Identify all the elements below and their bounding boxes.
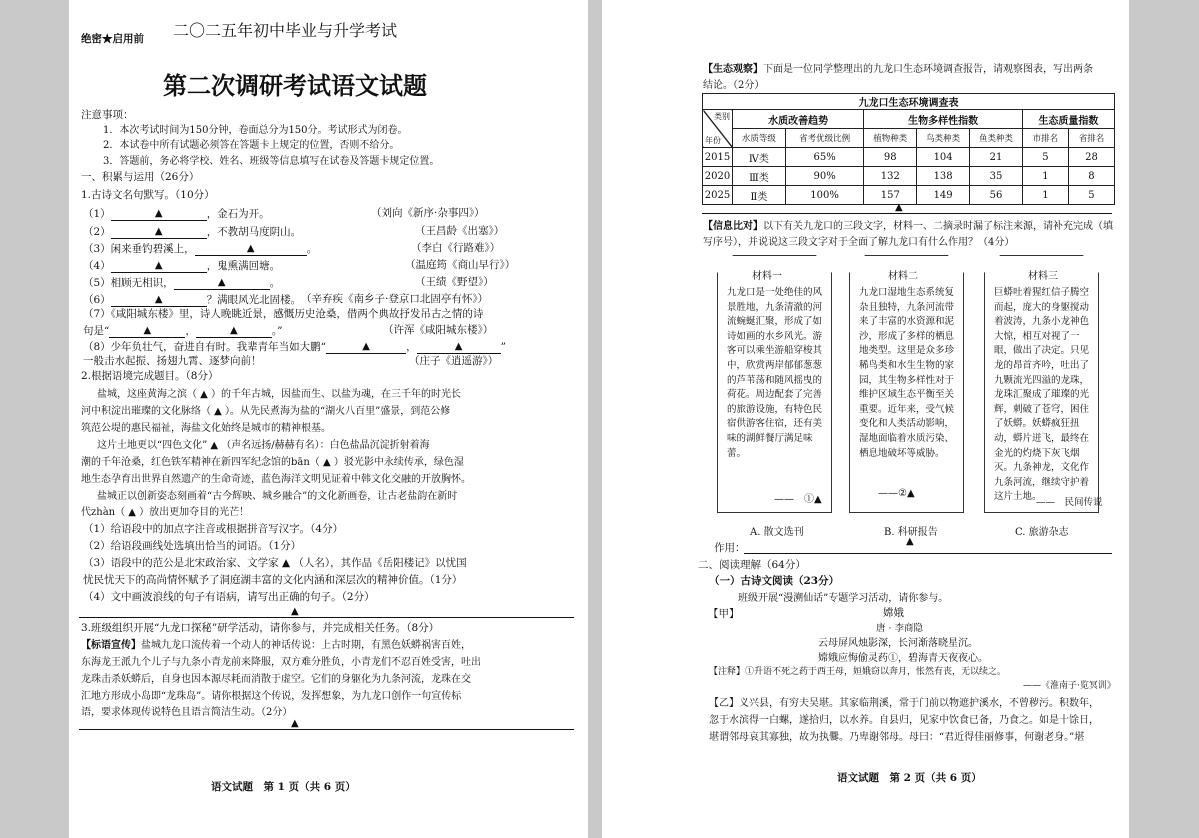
poem-line: 嫦娥应悔偷灵药①，碧海青天夜夜心。 xyxy=(818,653,988,664)
poem-source: （辛弃疾《南乡子·登京口北固亭有怀》） xyxy=(301,293,489,305)
exam-title-line1: 二〇二五年初中毕业与升学考试 xyxy=(173,21,398,40)
table-row: 2025 Ⅱ类 100% 157 149 56 1 5 xyxy=(703,186,1115,205)
passage-line: 【标语宣传】盐城九龙口流传着一个动人的神话传说：上古时期，有黑色妖蟒祸害百姓， xyxy=(81,640,471,651)
info-question-line: 写序号），并说说这三段文字对于全面了解九龙口有什么作用？（4分） xyxy=(703,237,1015,248)
material-source: —— 民间传说 xyxy=(1036,497,1103,508)
answer-line xyxy=(702,213,1112,214)
poem-source: （庄子《逍遥游》） xyxy=(409,355,499,367)
poem-source: （李白《行路难》） xyxy=(411,242,501,254)
section-heading: 一、积累与运用（26分） xyxy=(81,171,200,183)
answer-line xyxy=(79,617,574,618)
sub-question: （3）语段中的范公是北宋政治家、文学家 ▲ （人名），其作品《岳阳楼记》以忧国 xyxy=(83,557,467,569)
table-col-header: 省考优级比例 xyxy=(785,129,864,148)
poem-source: （温庭筠《商山早行》） xyxy=(405,259,516,271)
sub-question: （4）文中画波浪线的句子有语病，请写出正确的句子。（2分） xyxy=(83,591,375,603)
poem-line: （5）相顾无相识， ▲ 。 xyxy=(83,277,281,289)
passage-line: 河中积淀出璀璨的文化脉络（ ▲ ）。从先民煮海为盐的“湖火八百里”盛景，到范公修 xyxy=(81,406,451,417)
poem-source: （王昌龄《出塞》） xyxy=(415,225,505,237)
sub-section-heading: （一）古诗文阅读（23分） xyxy=(709,575,840,587)
passage-line: 龙珠击杀妖蟒后，自身也因本源尽耗而消散于虚空。它们的身躯化为九条河流，龙珠在交 xyxy=(81,674,471,685)
section-heading: 二、阅读理解（64分） xyxy=(698,559,806,571)
material-title: 材料一 xyxy=(752,271,782,282)
poem-title: 嫦娥 xyxy=(883,607,904,619)
poem-line: （6） ▲ ？满眼风光北固楼。 xyxy=(83,294,302,306)
poem-line: （4） ▲ ，鬼熏满回塘。 xyxy=(83,260,281,272)
material-body: 九龙口是一处绝佳的风景胜地，九条清澈的河流蜿蜒汇聚，形成了如诗如画的水乡风光。游客可以乘坐游船穿梭其中，欣赏两岸郁郁葱葱的芦苇荡和随风摇曳的荷花。周边配套了完善的旅游设施，有特色民宿供游客住宿，还有美味的湖鲜餐厅满足味蕾。 xyxy=(727,287,823,459)
answer-line xyxy=(79,729,574,730)
material-source: —— ①▲ xyxy=(774,494,822,505)
material-source: ——②▲ xyxy=(878,488,915,499)
notice-item: 1．本次考试时间为150分钟，卷面总分为150分。考试形式为闭卷。 xyxy=(103,125,408,136)
notice-item: 2．本试卷中所有试题必须答在答题卡上规定的位置，否则不给分。 xyxy=(103,140,400,151)
table-col-header: 鱼类种类 xyxy=(970,129,1023,148)
passage-line: 这片土地更以“四色文化” ▲ （声名远扬/赫赫有名）：白色盐晶沉淀折射着海 xyxy=(97,440,430,451)
poem-line-8: （8）少年负壮气，奋进自有时。我辈青年当如大鹏“ ▲ ， ▲ ” xyxy=(83,341,506,353)
poem-source: （王绩《野望》） xyxy=(415,276,494,288)
passage-line: 忽于水滨得一白螺，遂拾归，以水养。自县归，见家中饮食已备，乃食之。如是十馀日， xyxy=(709,715,1099,726)
exam-page-1 xyxy=(69,0,588,838)
question-2-title: 2.根据语境完成题目。（8分） xyxy=(81,370,219,382)
passage-line: 盐城正以创新姿态刻画着“古今辉映、城乡融合”的文化新画卷，让古老盐韵在新时 xyxy=(97,491,458,502)
part-jia-label: 【甲】 xyxy=(708,608,740,620)
notice-title: 注意事项： xyxy=(81,109,134,121)
material-body: 巨蟒吐着猩红信子腾空而起，庞大的身躯搅动着波涛，九条小龙神色大惊，相互对视了一眼，做出了决定。只见龙的昂首齐吟，吐出了九颗流光四溢的龙珠，龙珠汇聚成了璀璨的光辉，刺破了苍穹，困住了妖蟒。妖蟒疯狂扭动，蟒片迸飞，最终在金光的灼烧下灰飞烟灭。九条神龙，文化作九条河流，继续守护着这片土地。 xyxy=(994,287,1090,503)
table-col-header: 鸟类种类 xyxy=(917,129,970,148)
poem-line-7a: （7）《咸阳城东楼》里，诗人晚眺近景，感慨历史沧桑，借两个典故抒发吊古之情的诗 xyxy=(83,308,484,320)
eco-question-line: 【生态观察】下面是一位同学整理出的九龙口生态环境调查报告，请观察图表，写出两条 xyxy=(703,64,1093,75)
passage-line: 东海龙王派九个儿子与九条小青龙前来降服，双方难分胜负，小青龙们不忍百姓受害，吐出 xyxy=(81,657,481,668)
use-label: 作用： xyxy=(714,542,746,554)
sub-question: （1）给语段中的加点字注音或根据拼音写汉字。（4分） xyxy=(83,523,344,535)
table-col-header: 市排名 xyxy=(1022,129,1068,148)
notice-item: 3．答题前，务必将学校、姓名、班级等信息填写在试卷及答题卡规定位置。 xyxy=(103,156,440,167)
intro-text: 班级开展“漫溯仙话”专题学习活动，请你参与。 xyxy=(738,593,949,604)
material-title: 材料二 xyxy=(888,271,918,282)
answer-marker: ▲ xyxy=(895,202,903,213)
poem-source: （刘向《新序·杂事四》） xyxy=(371,207,485,219)
page-footer: 语文试题 第 1 页（共 6 页） xyxy=(211,781,356,793)
passage-line: 筑范公堤的惠民福祉，海盐文化始终是城市的精神根基。 xyxy=(81,423,331,434)
eco-survey-table xyxy=(702,93,1115,205)
answer-marker: ▲ xyxy=(906,536,914,547)
poem-line-7b: 句是“ ▲ ， ▲ 。” xyxy=(83,325,283,337)
table-caption: 九龙口生态环境调查表 xyxy=(703,94,1115,110)
table-group-header: 生物多样性指数 xyxy=(864,110,1023,129)
secret-label: 绝密★启用前 xyxy=(81,33,144,45)
sub-question: （2）给语段画线处选填出恰当的词语。（1分） xyxy=(83,540,302,552)
annotation-note: 【注释】①升语不死之药于西王母，姮娥窃以奔月，怅然有丧，无以续之。 xyxy=(709,667,1007,677)
poem-line: （1） ▲ ，金石为开。 xyxy=(83,208,270,220)
poem-line: （2） ▲ ，不教胡马度阴山。 xyxy=(83,226,302,238)
table-col-header: 水质等级 xyxy=(733,129,786,148)
material-body: 九龙口湿地生态系统复杂且独特，九条河流带来了丰富的水资源和泥沙，形成了多样的栖息地类型。这里是众多珍稀鸟类和水生生物的家园，其生物多样性对于维护区域生态平衡至关重要。近年来，受气候变化和人类活动影响，湿地面临着水质污染、栖息地破坏等威胁。 xyxy=(859,287,955,459)
poem-line-8-cont: 一般击水起振、扬翅九霄、逐梦向前！ xyxy=(83,355,262,367)
choice-option: B. 科研报告 xyxy=(884,527,938,538)
exam-title-line2: 第二次调研考试语文试题 xyxy=(163,71,427,100)
choice-option: A. 散文选刊 xyxy=(750,527,804,538)
question-3-title: 3.班级组织开展“九龙口探秘”研学活动，请你参与，并完成相关任务。（8分） xyxy=(81,622,440,634)
table-row: 2020 Ⅲ类 90% 132 138 35 1 8 xyxy=(703,167,1115,186)
table-col-header: 植物种类 xyxy=(864,129,917,148)
passage-line: 【乙】义兴县，有穷夫吴堪。其家临荆溪，常于门前以物遮护溪水，不曾秽污。积数年， xyxy=(709,698,1099,709)
passage-line: 潮的千年沧桑，红色铁军精神在新四军纪念馆的bān（ ▲ ）驳光影中永续传承，绿色湿 xyxy=(81,457,464,468)
material-title: 材料三 xyxy=(1028,271,1058,282)
answer-marker: ▲ xyxy=(291,606,299,617)
poem-line: 云母屏风烛影深，长河渐落晓星沉。 xyxy=(818,638,978,649)
passage-line: 盐城，这座黄海之滨（ ▲ ）的千年古城，因盐而生、以盐为魂，在三千年的时光长 xyxy=(97,389,462,400)
answer-marker: ▲ xyxy=(291,718,299,729)
passage-line: 代zhàn（ ▲ ）放出更加夺目的光芒！ xyxy=(81,507,250,518)
passage-line: 汇地方形成小岛即“龙珠岛”。请你根据这个传说，发挥想象，为九龙口创作一句宣传标 xyxy=(81,691,462,702)
choice-option: C. 旅游杂志 xyxy=(1015,527,1069,538)
info-question-line: 【信息比对】以下有关九龙口的三段文字，材料一、二摘录时漏了标注来源，请补充完成（填 xyxy=(703,221,1113,232)
question-1-title: 1.古诗文名句默写。（10分） xyxy=(81,189,215,201)
table-row: 2015 Ⅳ类 65% 98 104 21 5 28 xyxy=(703,148,1115,167)
eco-question-line: 结论。（2分） xyxy=(703,80,765,91)
annotation-source: ——《淮南子·览冥训》 xyxy=(1023,681,1116,691)
poem-source: （许浑《咸阳城东楼》） xyxy=(383,324,494,336)
page-footer: 语文试题 第 2 页（共 6 页） xyxy=(837,772,982,784)
sub-question: 忧民忧天下的高尚情怀赋予了洞庭湖丰富的文化内涵和深层次的精神价值。（1分） xyxy=(83,574,463,586)
passage-line: 语，要求体现传说特色且语言简洁生动。（2分） xyxy=(81,707,293,718)
exam-page-2 xyxy=(602,0,1129,838)
passage-line: 堪谓邻母哀其寡独，故为执爨。乃卑谢邻母。母曰：“君近得佳丽修事，何谢老身。”堪 xyxy=(709,732,1085,743)
passage-line: 地生态孕育出世界自然遗产的生命奇迹，蓝色海洋文明见证着中韩文化交融的开放胸怀。 xyxy=(81,474,471,485)
table-group-header: 水质改善趋势 xyxy=(733,110,864,129)
table-col-header: 省排名 xyxy=(1068,129,1114,148)
poem-author: 唐 · 李商隐 xyxy=(876,623,924,634)
table-group-header: 生态质量指数 xyxy=(1022,110,1114,129)
table-corner: 类别 年份 xyxy=(703,110,733,148)
answer-line xyxy=(744,553,1112,554)
poem-line: （3）闲来垂钓碧溪上， ▲ 。 xyxy=(83,243,318,255)
